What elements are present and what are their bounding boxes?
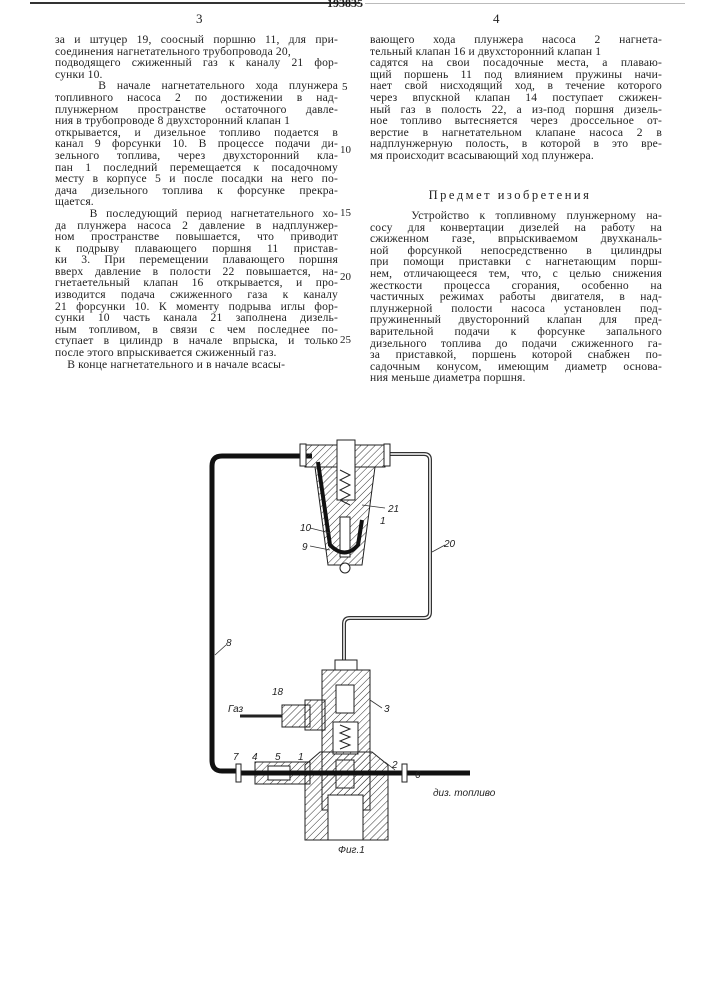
text-line: зельного топлива, через двухсторонний кла-: [55, 150, 338, 162]
text-line: садятся на свои посадочные места, а плаваю-: [370, 57, 662, 69]
label-2: 2: [391, 760, 398, 771]
text-line: плунжерном пространстве остаточного давле-: [55, 104, 338, 116]
text-line: жесткости процесса сгорания, особенно на: [370, 280, 662, 292]
text-line: плунжерной полости насоса установлен под-: [370, 303, 662, 315]
text-line: ступает в цилиндр в начале впрыска, и только: [55, 335, 338, 347]
figure-1-diagram: [0, 0, 707, 1000]
label-21: 21: [387, 504, 399, 515]
text-line: садочным конусом, имеющим диаметр основа-: [370, 361, 662, 373]
text-line: щается.: [55, 196, 338, 208]
text-line: нает свой нисходящий ход, в течение которого: [370, 80, 662, 92]
line-number: 20: [340, 271, 351, 283]
text-line: сунки 10 часть канала 21 заполнена дизель-: [55, 312, 338, 324]
text-line: щий поршень 11 под влиянием пружины начи-: [370, 69, 662, 81]
text-line: варительной подачи к форсунке запального: [370, 326, 662, 338]
text-line: ное топливо вытесняется через дроссельное от-: [370, 115, 662, 127]
text-line: гнетаетельный клапан 16 открывается, и про-: [55, 277, 338, 289]
text-line: пружиненный двусторонний клапан для пред-: [370, 314, 662, 326]
line-number: 10: [340, 144, 351, 156]
text-line: ном пространстве повышается, что приводит: [55, 231, 338, 243]
text-line: Устройство к топливному плунжерному на-: [370, 210, 662, 222]
text-line: вверх давление в полости 22 повышается, на-: [55, 266, 338, 278]
text-line: тельный клапан 16 и двухсторонний клапан 1: [370, 46, 662, 58]
figure-caption: Фиг.1: [338, 845, 365, 856]
label-3: 3: [384, 704, 390, 715]
line-number: 5: [342, 81, 348, 93]
text-line: сосу для конвертации дизелей на работу на: [370, 222, 662, 234]
text-line: надплунжерную полость, в которой в это вре-: [370, 138, 662, 150]
text-line: вающего хода плунжера насоса 2 нагнета-: [370, 34, 662, 46]
text-line: через впускной клапан 14 поступает сжижен-: [370, 92, 662, 104]
text-line: изводится подача сжиженного газа к каналу: [55, 289, 338, 301]
text-line: ный газ в полость 22, а из-под поршня дизель-: [370, 104, 662, 116]
text-line: мя происходит всасывающий ход плунжера.: [370, 150, 662, 162]
text-line: дизельного топлива до подачи сжиженного га-: [370, 338, 662, 350]
claims-heading: Предмет изобретения: [360, 188, 660, 203]
text-line: 21 форсунки 10. К моменту подрыва иглы фор-: [55, 301, 338, 313]
text-line: пан 1 последний перемещается к посадочному: [55, 162, 338, 174]
label-4: 4: [252, 752, 258, 763]
text-line: ным топливом, в связи с чем последнее по-: [55, 324, 338, 336]
text-line: за и штуцер 19, соосный поршню 11, для при-: [55, 34, 338, 46]
text-line: нем, отличающееся тем, что, с целью снижения: [370, 268, 662, 280]
text-line: подводящего сжиженный газ к каналу 21 фор-: [55, 57, 338, 69]
text-line: при помощи приставки с нагнетающим порш-: [370, 256, 662, 268]
label-gas: Газ: [228, 704, 243, 715]
text-line: верстие в нагнетательном клапане насоса 2 в: [370, 127, 662, 139]
text-line: В последующий период нагнетательного хо-: [55, 208, 338, 220]
line-number: 25: [340, 334, 351, 346]
text-line: ной форсункой непосредственно в цилиндры: [370, 245, 662, 257]
label-6: 6: [415, 770, 421, 781]
text-line: после этого впрыскивается сжиженный газ.: [55, 347, 338, 359]
label-10: 10: [300, 523, 312, 534]
text-line: топливного насоса 2 по достижении в над-: [55, 92, 338, 104]
label-7: 7: [233, 752, 239, 763]
text-line: месту в корпусе 5 и после посадки на него по-: [55, 173, 338, 185]
text-line: сжиженном газе, впрыскиваемом двухканаль-: [370, 233, 662, 245]
text-line: ки 3. При перемещении плавающего поршня: [55, 254, 338, 266]
page-number-right: 4: [493, 11, 500, 27]
text-line: частичных режимах работы двигателя, в над-: [370, 291, 662, 303]
text-line: ния в трубопроводе 8 двухсторонний клапан 1: [55, 115, 338, 127]
text-line: за приставкой, поршень которой снабжен по-: [370, 349, 662, 361]
label-20: 20: [443, 539, 456, 550]
label-9: 9: [302, 542, 308, 553]
label-1: 1: [298, 752, 304, 763]
text-line: дача дизельного топлива к форсунке прекра-: [55, 185, 338, 197]
text-line: к подрыву плавающего поршня 11 пристав-: [55, 243, 338, 255]
label-18: 18: [272, 687, 284, 698]
text-line: да плунжера насоса 2 давление в надплунжер-: [55, 220, 338, 232]
text-line: открывается, и дизельное топливо подается в: [55, 127, 338, 139]
label-5: 5: [275, 752, 281, 763]
line-number: 15: [340, 207, 351, 219]
text-line: сунки 10.: [55, 69, 338, 81]
text-line: В начале нагнетательного хода плунжера: [55, 80, 338, 92]
text-line: канал 9 форсунки 10. В процессе подачи ди-: [55, 138, 338, 150]
page-number-left: 3: [196, 11, 203, 27]
text-line: В конце нагнетательного и в начале всасы-: [55, 359, 338, 371]
text-line: соединения нагнетательного трубопровода 20,: [55, 46, 338, 58]
patent-number: 193835: [327, 0, 363, 11]
label-8: 8: [226, 638, 232, 649]
label-1-nozzle: 1: [380, 516, 386, 527]
text-line: ния меньше диаметра поршня.: [370, 372, 662, 384]
label-diesel-fuel: диз. топливо: [433, 788, 496, 799]
